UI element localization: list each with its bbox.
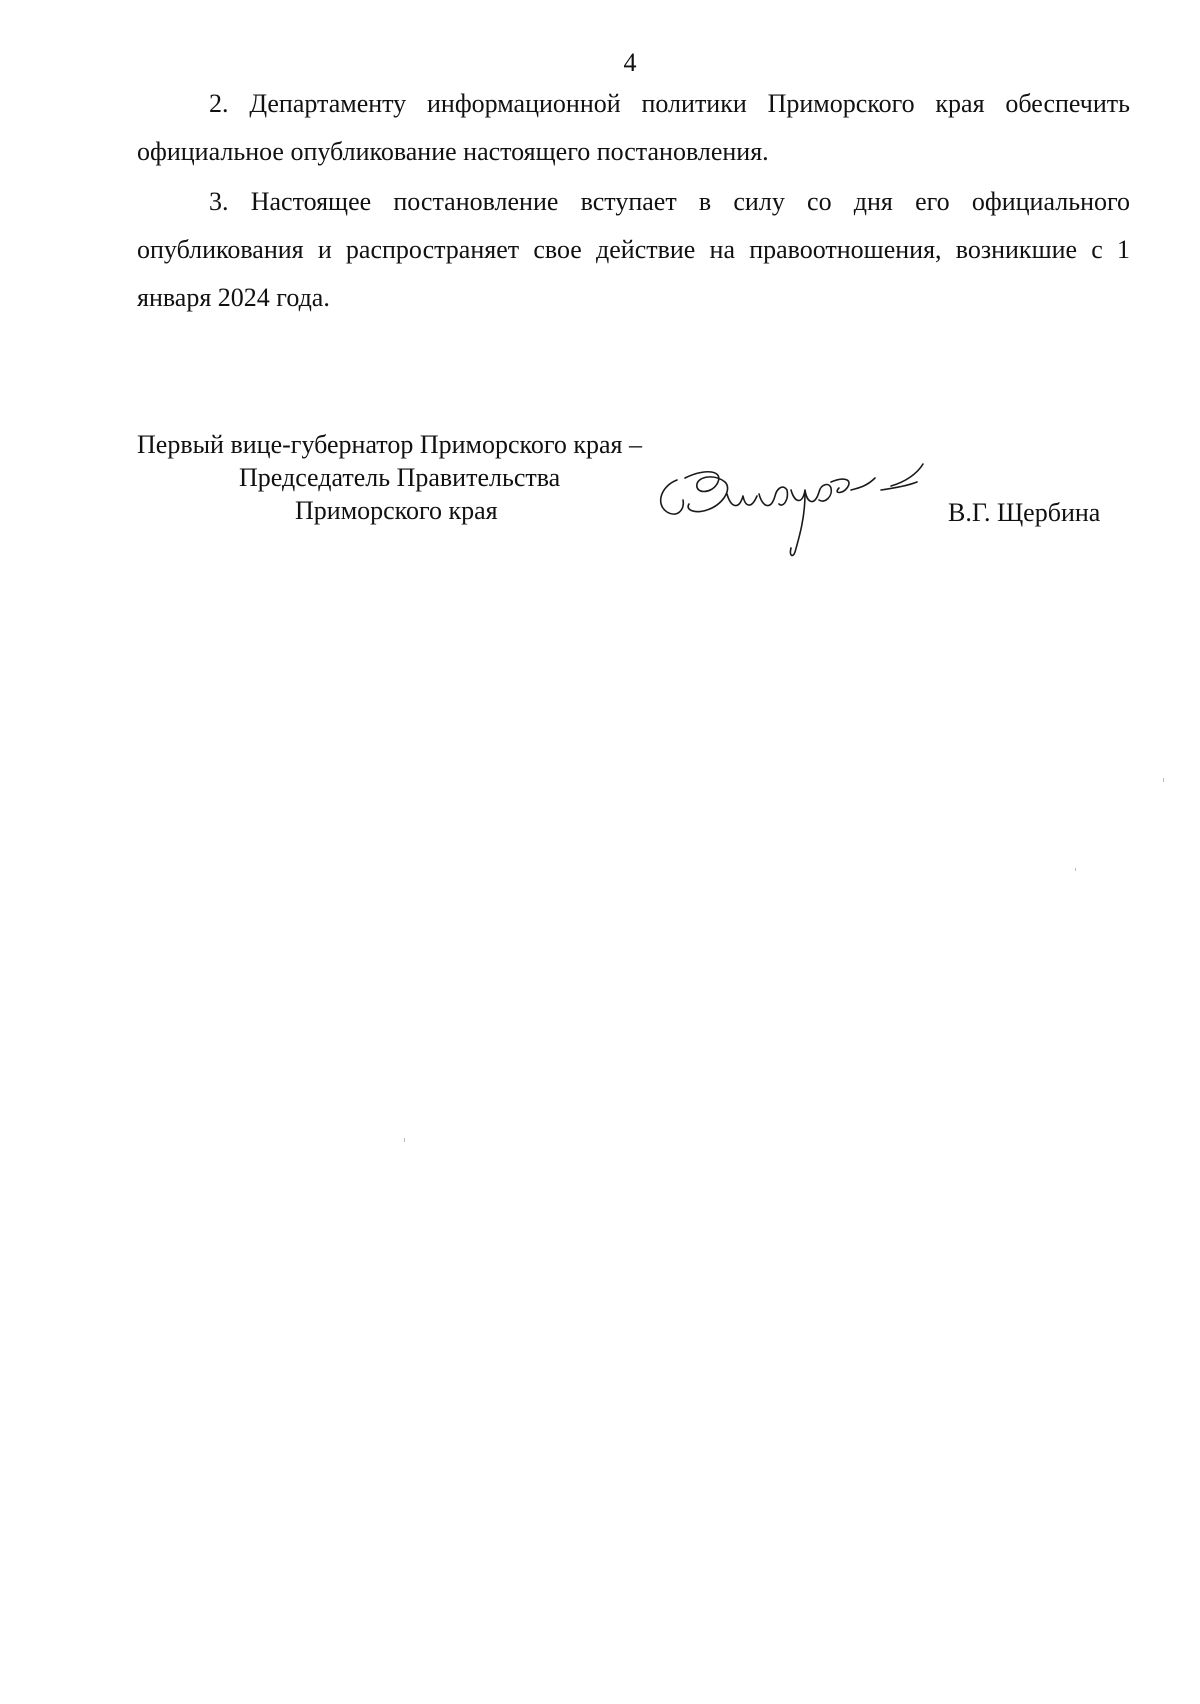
- handwritten-signature: [655, 460, 925, 560]
- signer-name: В.Г. Щербина: [948, 498, 1101, 527]
- paragraph-2: 2. Департаменту информационной политики Приморского края обеспечить официальное опубликование настоящего постановления.: [137, 89, 1130, 166]
- position-line-1: Первый вице-губернатор Приморского края –: [137, 430, 642, 459]
- scan-speck: [1075, 868, 1076, 871]
- paragraph-3: 3. Настоящее постановление вступает в силу со дня его официального опубликования и распространяет свое действие на правоотношения, возникшие с 1 января 2024 года.: [137, 187, 1130, 312]
- document-body: [137, 80, 1130, 322]
- page-number: 4: [623, 48, 637, 77]
- position-line-2: Председатель Правительства: [239, 463, 561, 492]
- scan-speck: [404, 1138, 405, 1142]
- scan-speck: [1163, 778, 1164, 782]
- position-line-3: Приморского края: [295, 496, 498, 525]
